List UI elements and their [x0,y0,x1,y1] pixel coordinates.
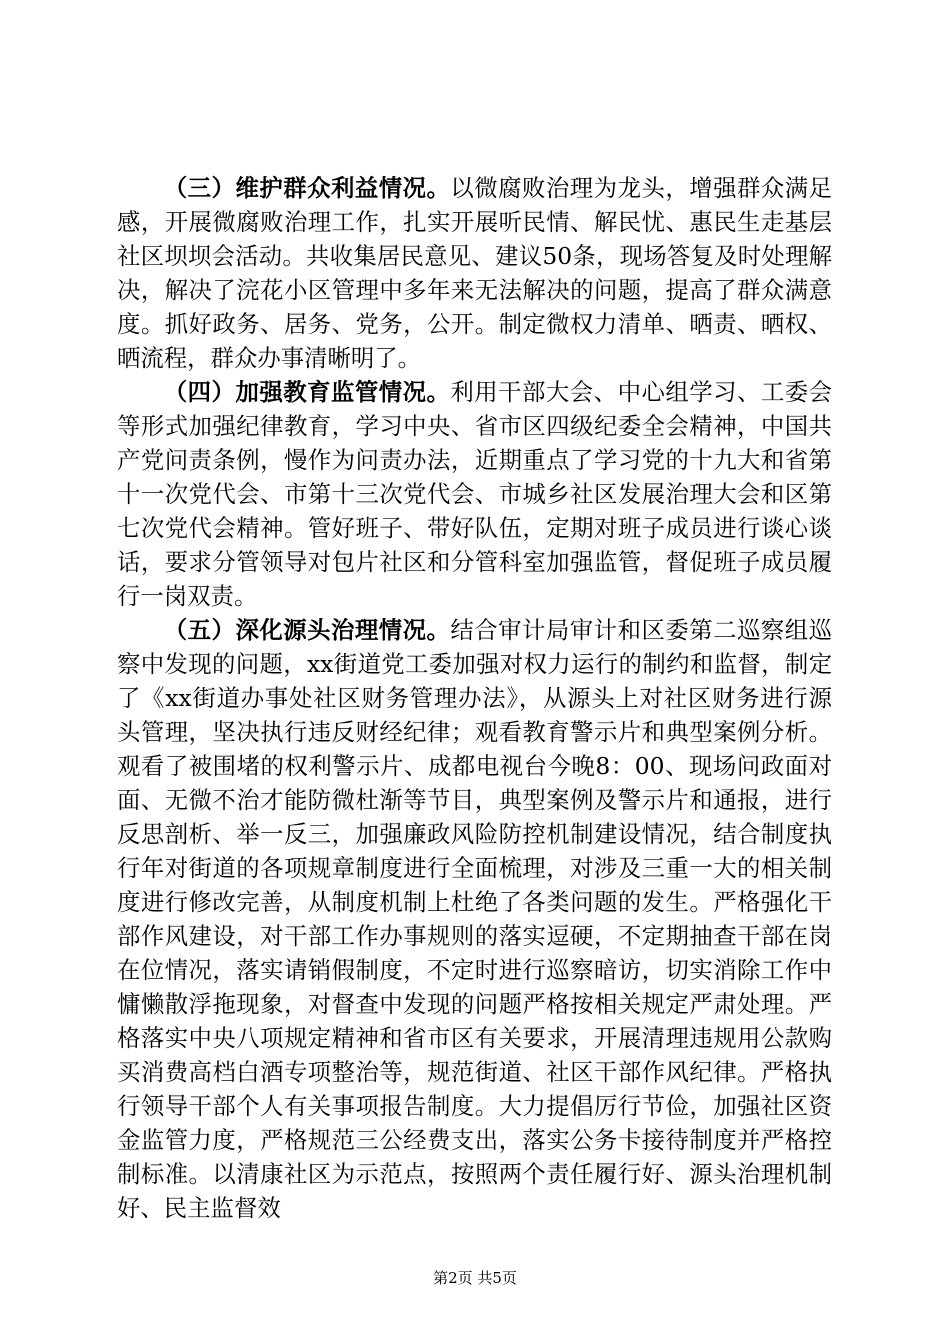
paragraph-section-3 [117,171,832,375]
section-text-5: 结合审计局审计和区委第二巡察组巡察中发现的问题，xx街道党工委加强对权力运行的制约和监督，制定了《xx街道办事处社区财务管理办法》，从源头上对社区财务进行源头管理，坚决执行违反财经纪律；观看教育警示片和典型案例分析。观看了被围堵的权利警示片、成都电视台今晚8：00、现场问政面对面、无微不治才能防微杜渐等节目，典型案例及警示片和通报，进行反思剖析、举一反三，加强廉政风险防控机制建设情况，结合制度执行年对街道的各项规章制度进行全面梳理，对涉及三重一大的相关制度进行修改完善，从制度机制上杜绝了各类问题的发生。严格强化干部作风建设，对干部工作办事规则的落实逗硬，不定期抽查干部在岗在位情况，落实请销假制度，不定时进行巡察暗访，切实消除工作中慵懒散浮拖现象，对督查中发现的问题严格按相关规定严肃处理。严格落实中央八项规定精神和省市区有关要求，开展清理违规用公款购买消费高档白酒专项整治等，规范街道、社区干部作风纪律。严格执行领导干部个人有关事项报告制度。大力提倡厉行节俭，加强社区资金监管力度，严格规范三公经费支出，落实公务卡接待制度并严格控制标准。以清康社区为示范点，按照两个责任履行好、源头治理机制好、民主监督效 [117,616,833,1222]
document-body [117,171,832,1225]
paragraph-section-5 [117,613,832,1225]
section-heading-3: （三）维护群众利益情况。 [163,174,451,202]
section-text-3: 以微腐败治理为龙头，增强群众满足感，开展微腐败治理工作，扎实开展听民情、解民忧、惠民生走基层社区坝坝会活动。共收集居民意见、建议50条，现场答复及时处理解决，解决了浣花小区管理中多年来无法解决的问题，提高了群众满意度。抓好政务、居务、党务，公开。制定微权力清单、晒责、晒权、晒流程，群众办事清晰明了。 [117,174,833,372]
page-number-footer: 第2页 共5页 [433,1269,517,1287]
section-heading-5: （五）深化源头治理情况。 [163,616,451,644]
section-heading-4: （四）加强教育监管情况。 [163,378,451,406]
section-text-4: 利用干部大会、中心组学习、工委会等形式加强纪律教育，学习中央、省市区四级纪委全会精神，中国共产党问责条例，慢作为问责办法，近期重点了学习党的十九大和省第十一次党代会、市第十三次党代会、市城乡社区发展治理大会和区第七次党代会精神。管好班子、带好队伍，定期对班子成员进行谈心谈话，要求分管领导对包片社区和分管科室加强监管，督促班子成员履行一岗双责。 [117,378,833,610]
paragraph-section-4 [117,375,832,613]
